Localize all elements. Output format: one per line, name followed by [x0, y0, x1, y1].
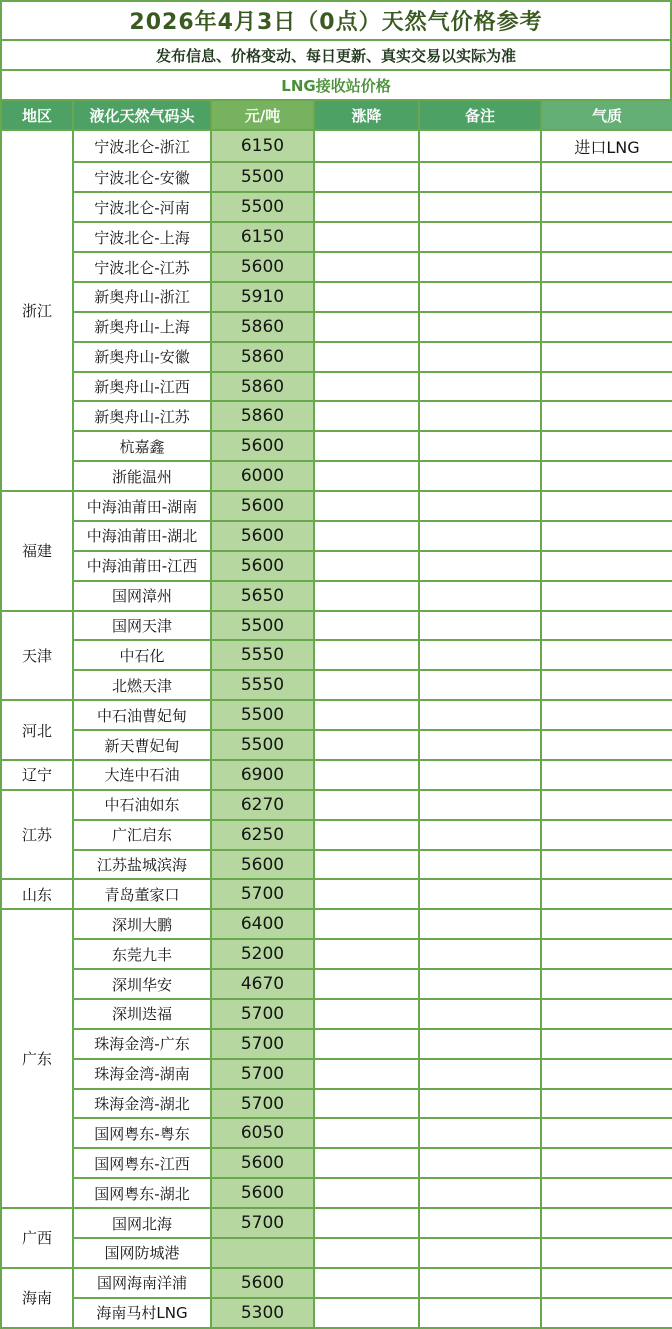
terminal-cell: 国网天津 [73, 611, 211, 641]
price-cell: 5200 [211, 939, 314, 969]
note-cell [419, 1089, 541, 1119]
table-row [1, 581, 672, 611]
change-cell [314, 222, 419, 252]
note-cell [419, 461, 541, 491]
terminal-cell: 大连中石油 [73, 760, 211, 790]
price-cell: 6150 [211, 130, 314, 162]
table-row [1, 342, 672, 372]
table-row [1, 850, 672, 880]
quality-cell [541, 1238, 672, 1268]
change-cell [314, 611, 419, 641]
quality-cell [541, 1298, 672, 1328]
region-cell: 海南 [1, 1268, 73, 1328]
terminal-cell: 国网粤东-粤东 [73, 1118, 211, 1148]
note-cell [419, 850, 541, 880]
note-cell [419, 670, 541, 700]
quality-cell: 进口LNG [541, 130, 672, 162]
region-cell: 河北 [1, 700, 73, 760]
table-row [1, 521, 672, 551]
quality-cell [541, 491, 672, 521]
quality-cell [541, 700, 672, 730]
quality-cell [541, 461, 672, 491]
note-cell [419, 222, 541, 252]
quality-cell [541, 640, 672, 670]
price-cell: 5500 [211, 611, 314, 641]
note-cell [419, 969, 541, 999]
terminal-cell: 中石油如东 [73, 790, 211, 820]
price-cell: 6000 [211, 461, 314, 491]
change-cell [314, 879, 419, 909]
table-row [1, 551, 672, 581]
note-cell [419, 1178, 541, 1208]
terminal-cell: 中海油莆田-湖南 [73, 491, 211, 521]
quality-cell [541, 1208, 672, 1238]
change-cell [314, 969, 419, 999]
quality-cell [541, 401, 672, 431]
table-row [1, 192, 672, 222]
table-row [1, 1208, 672, 1238]
change-cell [314, 192, 419, 222]
sheet-header-block [0, 0, 672, 99]
price-cell: 5860 [211, 372, 314, 402]
terminal-cell: 中石化 [73, 640, 211, 670]
price-cell: 5600 [211, 491, 314, 521]
terminal-cell: 青岛董家口 [73, 879, 211, 909]
terminal-cell: 广汇启东 [73, 820, 211, 850]
change-cell [314, 1118, 419, 1148]
region-cell: 天津 [1, 611, 73, 701]
terminal-cell: 宁波北仑-江苏 [73, 252, 211, 282]
price-cell: 5860 [211, 342, 314, 372]
change-cell [314, 1029, 419, 1059]
table-row [1, 1298, 672, 1328]
column-header-row [1, 100, 672, 130]
table-row [1, 969, 672, 999]
change-cell [314, 939, 419, 969]
table-row [1, 401, 672, 431]
terminal-cell: 新奥舟山-江苏 [73, 401, 211, 431]
price-cell: 5860 [211, 401, 314, 431]
change-cell [314, 760, 419, 790]
change-cell [314, 730, 419, 760]
change-cell [314, 1238, 419, 1268]
table-row [1, 1148, 672, 1178]
price-cell: 5600 [211, 521, 314, 551]
change-cell [314, 909, 419, 939]
change-cell [314, 1268, 419, 1298]
price-cell: 5700 [211, 1089, 314, 1119]
note-cell [419, 790, 541, 820]
quality-cell [541, 192, 672, 222]
terminal-cell: 国网海南洋浦 [73, 1268, 211, 1298]
change-cell [314, 581, 419, 611]
terminal-cell: 珠海金湾-湖南 [73, 1059, 211, 1089]
note-cell [419, 581, 541, 611]
terminal-cell: 珠海金湾-广东 [73, 1029, 211, 1059]
table-row [1, 431, 672, 461]
change-cell [314, 431, 419, 461]
price-cell: 5910 [211, 282, 314, 312]
table-row [1, 879, 672, 909]
price-cell: 6250 [211, 820, 314, 850]
region-cell: 山东 [1, 879, 73, 909]
price-cell: 5600 [211, 1148, 314, 1178]
section-header: LNG接收站价格 [281, 76, 391, 95]
table-row [1, 939, 672, 969]
quality-cell [541, 252, 672, 282]
change-cell [314, 1178, 419, 1208]
column-header-note: 备注 [419, 100, 541, 130]
terminal-cell: 深圳华安 [73, 969, 211, 999]
change-cell [314, 850, 419, 880]
price-cell: 5600 [211, 1268, 314, 1298]
note-cell [419, 130, 541, 162]
terminal-cell: 国网漳州 [73, 581, 211, 611]
change-cell [314, 282, 419, 312]
price-cell: 5860 [211, 312, 314, 342]
region-cell: 浙江 [1, 130, 73, 491]
column-header-terminal: 液化天然气码头 [73, 100, 211, 130]
table-row [1, 820, 672, 850]
table-row [1, 1029, 672, 1059]
quality-cell [541, 879, 672, 909]
price-cell: 5700 [211, 1029, 314, 1059]
price-cell: 5550 [211, 640, 314, 670]
quality-cell [541, 909, 672, 939]
terminal-cell: 海南马村LNG [73, 1298, 211, 1328]
note-cell [419, 401, 541, 431]
quality-cell [541, 1118, 672, 1148]
price-cell: 5600 [211, 551, 314, 581]
change-cell [314, 670, 419, 700]
note-cell [419, 760, 541, 790]
price-cell: 5700 [211, 1208, 314, 1238]
region-cell: 广东 [1, 909, 73, 1208]
terminal-cell: 中海油莆田-湖北 [73, 521, 211, 551]
change-cell [314, 342, 419, 372]
change-cell [314, 640, 419, 670]
page-title: 2026年4月3日（0点）天然气价格参考 [2, 2, 670, 41]
quality-cell [541, 581, 672, 611]
price-cell: 4670 [211, 969, 314, 999]
change-cell [314, 521, 419, 551]
price-cell: 5500 [211, 730, 314, 760]
column-header-quality: 气质 [541, 100, 672, 130]
region-cell: 江苏 [1, 790, 73, 880]
change-cell [314, 162, 419, 192]
price-cell: 5600 [211, 850, 314, 880]
terminal-cell: 浙能温州 [73, 461, 211, 491]
price-cell: 5700 [211, 1059, 314, 1089]
region-cell: 广西 [1, 1208, 73, 1268]
note-cell [419, 820, 541, 850]
price-cell: 5300 [211, 1298, 314, 1328]
table-row [1, 1059, 672, 1089]
terminal-cell: 宁波北仑-上海 [73, 222, 211, 252]
quality-cell [541, 730, 672, 760]
terminal-cell: 国网粤东-湖北 [73, 1178, 211, 1208]
price-cell: 5500 [211, 700, 314, 730]
quality-cell [541, 820, 672, 850]
change-cell [314, 1059, 419, 1089]
note-cell [419, 1238, 541, 1268]
table-row [1, 162, 672, 192]
table-row [1, 790, 672, 820]
table-row [1, 312, 672, 342]
column-header-price: 元/吨 [211, 100, 314, 130]
table-row [1, 1238, 672, 1268]
quality-cell [541, 551, 672, 581]
terminal-cell: 国网粤东-江西 [73, 1148, 211, 1178]
note-cell [419, 730, 541, 760]
terminal-cell: 北燃天津 [73, 670, 211, 700]
note-cell [419, 282, 541, 312]
price-cell: 5650 [211, 581, 314, 611]
table-row [1, 1089, 672, 1119]
change-cell [314, 130, 419, 162]
change-cell [314, 700, 419, 730]
note-cell [419, 640, 541, 670]
change-cell [314, 820, 419, 850]
terminal-cell: 深圳大鹏 [73, 909, 211, 939]
note-cell [419, 1029, 541, 1059]
note-cell [419, 939, 541, 969]
table-row [1, 282, 672, 312]
quality-cell [541, 1268, 672, 1298]
region-cell: 辽宁 [1, 760, 73, 790]
price-cell: 5500 [211, 162, 314, 192]
quality-cell [541, 282, 672, 312]
terminal-cell: 新奥舟山-江西 [73, 372, 211, 402]
table-row [1, 1178, 672, 1208]
change-cell [314, 1089, 419, 1119]
table-row [1, 461, 672, 491]
note-cell [419, 700, 541, 730]
note-cell [419, 192, 541, 222]
column-header-region: 地区 [1, 100, 73, 130]
price-table [0, 99, 672, 1329]
note-cell [419, 162, 541, 192]
price-cell: 6900 [211, 760, 314, 790]
price-cell: 5700 [211, 879, 314, 909]
terminal-cell: 新天曹妃甸 [73, 730, 211, 760]
table-row [1, 130, 672, 162]
terminal-cell: 中海油莆田-江西 [73, 551, 211, 581]
table-row [1, 372, 672, 402]
note-cell [419, 551, 541, 581]
price-cell: 5500 [211, 192, 314, 222]
terminal-cell: 国网防城港 [73, 1238, 211, 1268]
quality-cell [541, 670, 672, 700]
change-cell [314, 1208, 419, 1238]
region-cell: 福建 [1, 491, 73, 611]
quality-cell [541, 431, 672, 461]
terminal-cell: 宁波北仑-浙江 [73, 130, 211, 162]
table-row [1, 252, 672, 282]
price-cell [211, 1238, 314, 1268]
note-cell [419, 431, 541, 461]
note-cell [419, 372, 541, 402]
price-cell: 5700 [211, 999, 314, 1029]
note-cell [419, 1298, 541, 1328]
change-cell [314, 312, 419, 342]
price-cell: 6270 [211, 790, 314, 820]
table-row [1, 640, 672, 670]
terminal-cell: 中石油曹妃甸 [73, 700, 211, 730]
change-cell [314, 372, 419, 402]
quality-cell [541, 611, 672, 641]
terminal-cell: 深圳迭福 [73, 999, 211, 1029]
table-row [1, 491, 672, 521]
change-cell [314, 1298, 419, 1328]
terminal-cell: 新奥舟山-上海 [73, 312, 211, 342]
note-cell [419, 521, 541, 551]
terminal-cell: 宁波北仑-河南 [73, 192, 211, 222]
note-cell [419, 999, 541, 1029]
note-cell [419, 611, 541, 641]
note-cell [419, 1118, 541, 1148]
quality-cell [541, 222, 672, 252]
table-row [1, 760, 672, 790]
terminal-cell: 东莞九丰 [73, 939, 211, 969]
change-cell [314, 491, 419, 521]
quality-cell [541, 521, 672, 551]
note-cell [419, 312, 541, 342]
note-cell [419, 252, 541, 282]
table-row [1, 1268, 672, 1298]
terminal-cell: 国网北海 [73, 1208, 211, 1238]
quality-cell [541, 342, 672, 372]
quality-cell [541, 162, 672, 192]
quality-cell [541, 1029, 672, 1059]
note-cell [419, 1148, 541, 1178]
quality-cell [541, 372, 672, 402]
terminal-cell: 新奥舟山-浙江 [73, 282, 211, 312]
quality-cell [541, 939, 672, 969]
table-body [1, 130, 672, 1328]
change-cell [314, 999, 419, 1029]
terminal-cell: 珠海金湾-湖北 [73, 1089, 211, 1119]
note-cell [419, 342, 541, 372]
table-row [1, 909, 672, 939]
change-cell [314, 401, 419, 431]
price-cell: 6050 [211, 1118, 314, 1148]
quality-cell [541, 1148, 672, 1178]
change-cell [314, 1148, 419, 1178]
table-row [1, 700, 672, 730]
quality-cell [541, 1089, 672, 1119]
note-cell [419, 1059, 541, 1089]
quality-cell [541, 1059, 672, 1089]
quality-cell [541, 999, 672, 1029]
quality-cell [541, 312, 672, 342]
quality-cell [541, 850, 672, 880]
quality-cell [541, 760, 672, 790]
note-cell [419, 491, 541, 521]
note-cell [419, 909, 541, 939]
change-cell [314, 551, 419, 581]
price-cell: 5600 [211, 431, 314, 461]
quality-cell [541, 790, 672, 820]
note-cell [419, 879, 541, 909]
change-cell [314, 461, 419, 491]
terminal-cell: 杭嘉鑫 [73, 431, 211, 461]
quality-cell [541, 1178, 672, 1208]
table-row [1, 611, 672, 641]
page-subtitle: 发布信息、价格变动、每日更新、真实交易以实际为准 [2, 41, 670, 71]
table-row [1, 999, 672, 1029]
price-cell: 6150 [211, 222, 314, 252]
price-cell: 5600 [211, 252, 314, 282]
change-cell [314, 252, 419, 282]
change-cell [314, 790, 419, 820]
terminal-cell: 新奥舟山-安徽 [73, 342, 211, 372]
note-cell [419, 1208, 541, 1238]
table-row [1, 1118, 672, 1148]
price-cell: 5550 [211, 670, 314, 700]
column-header-change: 涨降 [314, 100, 419, 130]
table-row [1, 730, 672, 760]
note-cell [419, 1268, 541, 1298]
terminal-cell: 宁波北仑-安徽 [73, 162, 211, 192]
price-cell: 5600 [211, 1178, 314, 1208]
price-cell: 6400 [211, 909, 314, 939]
quality-cell [541, 969, 672, 999]
table-row [1, 222, 672, 252]
terminal-cell: 江苏盐城滨海 [73, 850, 211, 880]
table-row [1, 670, 672, 700]
